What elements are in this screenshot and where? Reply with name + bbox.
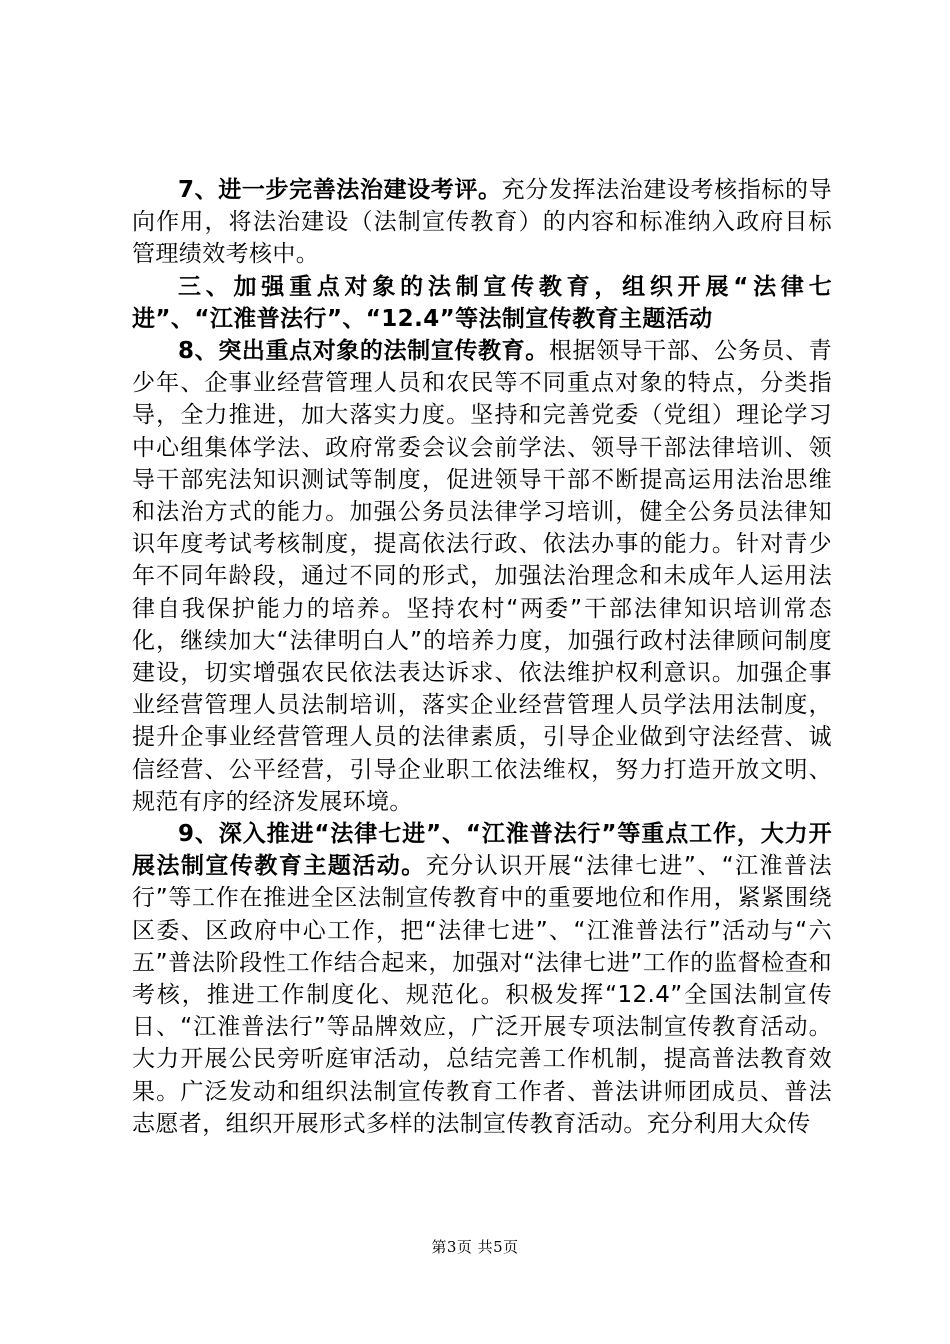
paragraph-text: 充分发挥法治建设考核指标的导向作用，将法治建设（法制宣传教育）的内容和标准纳入政府目标管理绩效考核中。 xyxy=(132,177,832,268)
paragraph-item-7 xyxy=(132,174,832,271)
paragraph-text: 充分认识开展“法律七进”、“江淮普法行”等工作在推进全区法制宣传教育中的重要地位和作用，紧紧围绕区委、区政府中心工作，把“法律七进”、“江淮普法行”活动与“六五”普法阶段性工作结合起来，加强对“法律七进”工作的监督检查和考核，推进工作制度化、规范化。积极发挥“12.4”全国法制宣传日、“江淮普法行”等品牌效应，广泛开展专项法制宣传教育活动。大力开展公民旁听庭审活动，总结完善工作机制，提高普法教育效果。广泛发动和组织法制宣传教育工作者、普法讲师团成员、普法志愿者，组织开展形式多样的法制宣传教育活动。充分利用大众传 xyxy=(132,853,832,1137)
document-body xyxy=(132,174,832,1140)
page-footer xyxy=(0,1236,950,1257)
paragraph-lead: 8、突出重点对象的法制宣传教育。 xyxy=(178,338,549,365)
paragraph-lead: 9、深入推进“法律七进”、“江淮普法行”等重点工作，大力开展法制宣传教育主题活动。 xyxy=(132,821,832,880)
paragraph-item-8 xyxy=(132,335,832,818)
paragraph-lead: 7、进一步完善法治建设考评。 xyxy=(178,177,502,203)
section-heading-3: 三、加强重点对象的法制宣传教育，组织开展“法律七进”、“江淮普法行”、“12.4”等法制宣传教育主题活动 xyxy=(132,273,832,332)
paragraph-item-9 xyxy=(132,818,832,1140)
page-number: 第3页 xyxy=(431,1238,473,1256)
page-total: 共5页 xyxy=(477,1238,519,1256)
paragraph-text: 根据领导干部、公务员、青少年、企事业经营管理人员和农民等不同重点对象的特点，分类指导，全力推进，加大落实力度。坚持和完善党委（党组）理论学习中心组集体学法、政府常委会议会前学法、领导干部法律培训、领导干部宪法知识测试等制度，促进领导干部不断提高运用法治思维和法治方式的能力。加强公务员法律学习培训，健全公务员法律知识年度考试考核制度，提高依法行政、依法办事的能力。针对青少年不同年龄段，通过不同的形式，加强法治理念和未成年人运用法律自我保护能力的培养。坚持农村“两委”干部法律知识培训常态化，继续加大“法律明白人”的培养力度，加强行政村法律顾问制度建设，切实增强农民依法表达诉求、依法维护权利意识。加强企事业经营管理人员法制培训，落实企业经营管理人员学法用法制度，提升企事业经营管理人员的法律素质，引导企业做到守法经营、诚信经营、公平经营，引导企业职工依法维权，努力打造开放文明、规范有序的经济发展环境。 xyxy=(132,338,832,815)
